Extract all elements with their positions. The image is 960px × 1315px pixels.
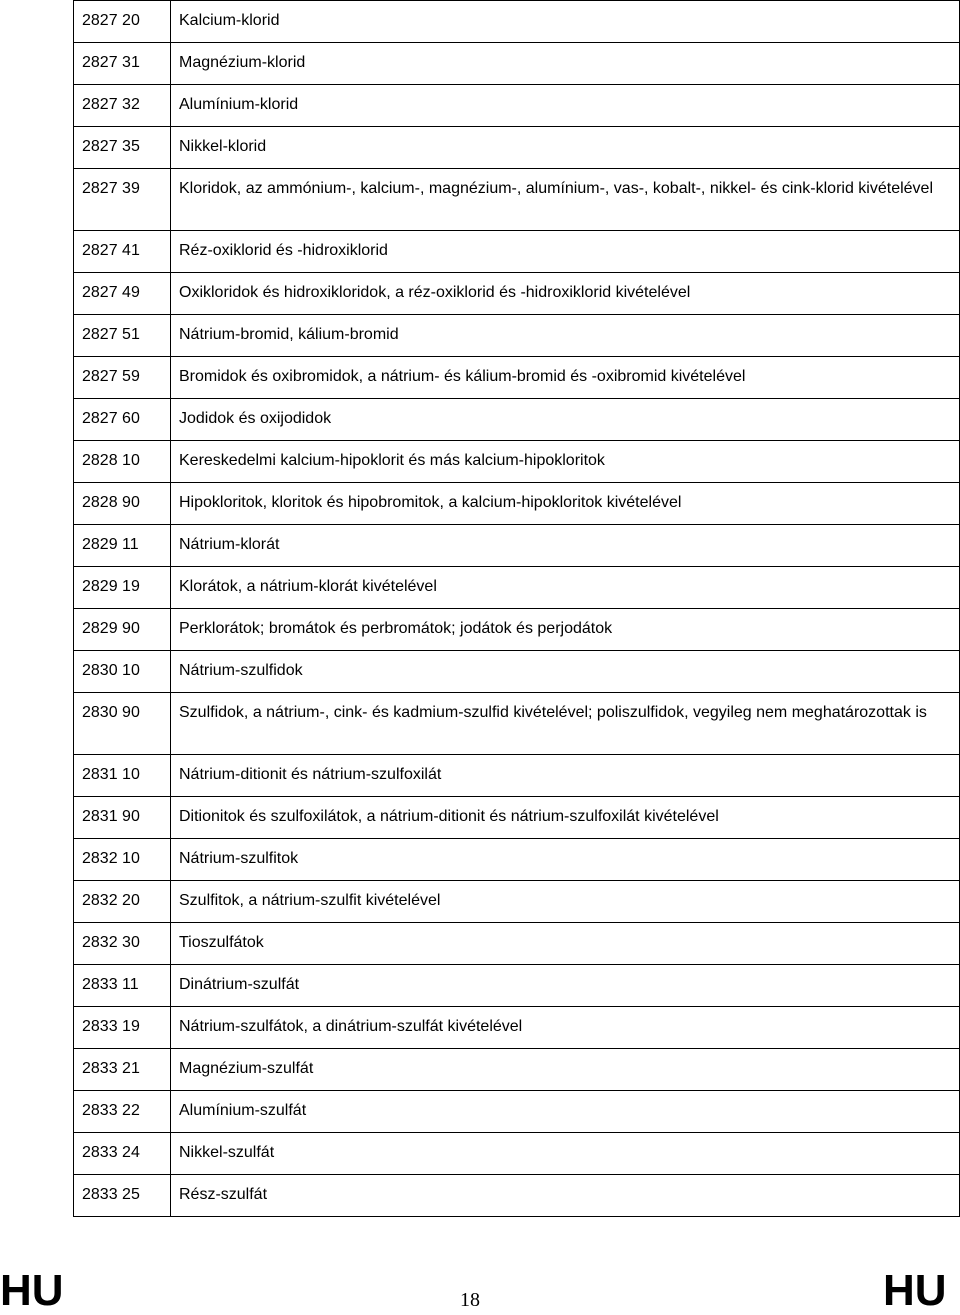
row-description: Bromidok és oxibromidok, a nátrium- és kálium-bromid és -oxibromid kivételével — [171, 357, 960, 399]
table-row — [74, 1091, 960, 1133]
row-code: 2829 11 — [74, 525, 171, 567]
table-row — [74, 483, 960, 525]
row-code: 2833 21 — [74, 1049, 171, 1091]
row-code: 2832 20 — [74, 881, 171, 923]
row-description: Magnézium-szulfát — [171, 1049, 960, 1091]
row-code: 2827 59 — [74, 357, 171, 399]
row-description: Nátrium-bromid, kálium-bromid — [171, 315, 960, 357]
row-code: 2833 22 — [74, 1091, 171, 1133]
row-description: Nátrium-szulfátok, a dinátrium-szulfát kivételével — [171, 1007, 960, 1049]
row-code: 2827 31 — [74, 43, 171, 85]
table-row — [74, 567, 960, 609]
table-row — [74, 441, 960, 483]
table-row — [74, 1007, 960, 1049]
row-code: 2829 19 — [74, 567, 171, 609]
row-code: 2828 90 — [74, 483, 171, 525]
row-description: Nátrium-szulfitok — [171, 839, 960, 881]
row-description: Nikkel-szulfát — [171, 1133, 960, 1175]
table-row — [74, 399, 960, 441]
row-code: 2830 10 — [74, 651, 171, 693]
row-code: 2833 11 — [74, 965, 171, 1007]
table-row — [74, 1, 960, 43]
row-description: Réz-oxiklorid és -hidroxiklorid — [171, 231, 960, 273]
table-row — [74, 43, 960, 85]
table-row — [74, 651, 960, 693]
row-code: 2827 51 — [74, 315, 171, 357]
row-code: 2827 35 — [74, 127, 171, 169]
table-row — [74, 755, 960, 797]
row-code: 2831 90 — [74, 797, 171, 839]
row-code: 2827 49 — [74, 273, 171, 315]
row-description: Rész-szulfát — [171, 1175, 960, 1217]
row-description: Szulfidok, a nátrium-, cink- és kadmium-szulfid kivételével; poliszulfidok, vegyileg nem meghatározottak is — [171, 693, 960, 755]
row-description: Kalcium-klorid — [171, 1, 960, 43]
table-row — [74, 965, 960, 1007]
row-code: 2832 30 — [74, 923, 171, 965]
row-description: Nikkel-klorid — [171, 127, 960, 169]
table-row — [74, 85, 960, 127]
table-row — [74, 169, 960, 231]
row-code: 2827 20 — [74, 1, 171, 43]
codes-table — [73, 0, 960, 1217]
row-description: Oxikloridok és hidroxikloridok, a réz-oxiklorid és -hidroxiklorid kivételével — [171, 273, 960, 315]
row-description: Nátrium-ditionit és nátrium-szulfoxilát — [171, 755, 960, 797]
row-code: 2827 32 — [74, 85, 171, 127]
row-description: Nátrium-szulfidok — [171, 651, 960, 693]
row-code: 2832 10 — [74, 839, 171, 881]
row-code: 2833 19 — [74, 1007, 171, 1049]
page-number: 18 — [460, 1289, 480, 1311]
row-code: 2827 60 — [74, 399, 171, 441]
table-row — [74, 923, 960, 965]
table-row — [74, 525, 960, 567]
row-description: Dinátrium-szulfát — [171, 965, 960, 1007]
table-row — [74, 839, 960, 881]
table-row — [74, 231, 960, 273]
row-description: Alumínium-klorid — [171, 85, 960, 127]
footer-language-left: HU — [0, 1266, 64, 1315]
table-row — [74, 1175, 960, 1217]
table-row — [74, 797, 960, 839]
table-row — [74, 1133, 960, 1175]
table-row — [74, 273, 960, 315]
codes-table-body — [74, 1, 960, 1217]
row-code: 2833 25 — [74, 1175, 171, 1217]
row-description: Tioszulfátok — [171, 923, 960, 965]
footer-language-right: HU — [883, 1266, 947, 1315]
table-row — [74, 357, 960, 399]
row-description: Kloridok, az ammónium-, kalcium-, magnézium-, alumínium-, vas-, kobalt-, nikkel- és cink-klorid kivételével — [171, 169, 960, 231]
row-description: Szulfitok, a nátrium-szulfit kivételével — [171, 881, 960, 923]
row-description: Ditionitok és szulfoxilátok, a nátrium-ditionit és nátrium-szulfoxilát kivételével — [171, 797, 960, 839]
row-description: Jodidok és oxijodidok — [171, 399, 960, 441]
row-code: 2829 90 — [74, 609, 171, 651]
row-description: Alumínium-szulfát — [171, 1091, 960, 1133]
table-row — [74, 127, 960, 169]
row-code: 2827 39 — [74, 169, 171, 231]
row-description: Kereskedelmi kalcium-hipoklorit és más kalcium-hipokloritok — [171, 441, 960, 483]
table-row — [74, 609, 960, 651]
table-row — [74, 1049, 960, 1091]
row-code: 2833 24 — [74, 1133, 171, 1175]
row-description: Nátrium-klorát — [171, 525, 960, 567]
row-description: Hipokloritok, kloritok és hipobromitok, a kalcium-hipokloritok kivételével — [171, 483, 960, 525]
row-code: 2831 10 — [74, 755, 171, 797]
row-code: 2830 90 — [74, 693, 171, 755]
row-description: Perklorátok; bromátok és perbromátok; jodátok és perjodátok — [171, 609, 960, 651]
table-row — [74, 315, 960, 357]
row-code: 2827 41 — [74, 231, 171, 273]
table-row — [74, 693, 960, 755]
row-description: Magnézium-klorid — [171, 43, 960, 85]
row-code: 2828 10 — [74, 441, 171, 483]
row-description: Klorátok, a nátrium-klorát kivételével — [171, 567, 960, 609]
table-row — [74, 881, 960, 923]
